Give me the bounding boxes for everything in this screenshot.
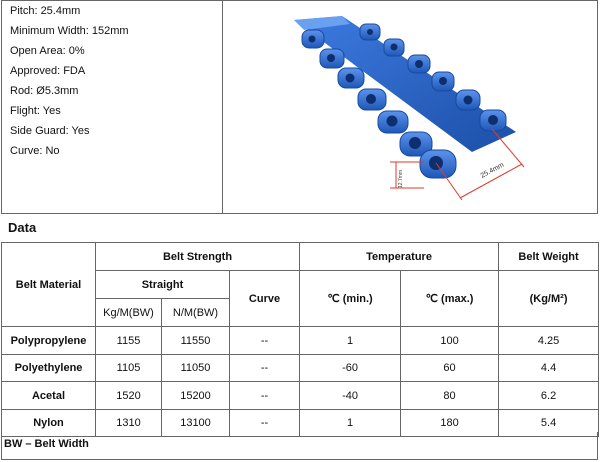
cell-material: Nylon (2, 410, 96, 437)
spec-curve: Curve: No (10, 145, 60, 157)
cell-curve: -- (230, 327, 300, 355)
footnote-belt-width: BW – Belt Width (1, 432, 598, 460)
header-temperature: Temperature (300, 243, 499, 271)
spec-panel (1, 0, 598, 214)
spec-approved: Approved: FDA (10, 65, 86, 77)
header-belt-material: Belt Material (2, 243, 96, 327)
header-n-m: N/M(BW) (162, 299, 230, 327)
table-row (2, 355, 599, 382)
belt-body (294, 16, 516, 152)
cell-curve: -- (230, 382, 300, 410)
cell-temp-min: 1 (300, 410, 401, 437)
modular-belt-image (224, 2, 598, 213)
cell-temp-min: -60 (300, 355, 401, 382)
spec-rod: Rod: Ø5.3mm (10, 85, 79, 97)
cell-temp-max: 180 (401, 410, 499, 437)
header-kg-m: Kg/M(BW) (96, 299, 162, 327)
cell-n-m: 13100 (162, 410, 230, 437)
spec-list (10, 1, 220, 161)
table-row (2, 327, 599, 355)
table-row (2, 382, 599, 410)
header-temp-min: ℃ (min.) (300, 271, 401, 327)
cell-material: Acetal (2, 382, 96, 410)
cell-temp-min: -40 (300, 382, 401, 410)
section-title: Data (8, 220, 37, 235)
cell-kg-m: 1105 (96, 355, 162, 382)
spec-side-guard: Side Guard: Yes (10, 125, 90, 137)
cell-kg-m: 1520 (96, 382, 162, 410)
spec-minimum-width: Minimum Width: 152mm (10, 25, 129, 37)
cell-weight: 4.4 (499, 355, 599, 382)
header-straight: Straight (96, 271, 230, 299)
header-belt-strength: Belt Strength (96, 243, 300, 271)
cell-n-m: 15200 (162, 382, 230, 410)
cell-curve: -- (230, 355, 300, 382)
cell-kg-m: 1155 (96, 327, 162, 355)
cell-weight: 4.25 (499, 327, 599, 355)
cell-weight: 5.4 (499, 410, 599, 437)
cell-temp-min: 1 (300, 327, 401, 355)
header-weight-unit: (Kg/M²) (499, 271, 599, 327)
spec-divider (222, 1, 223, 214)
header-belt-weight: Belt Weight (499, 243, 599, 271)
cell-temp-max: 60 (401, 355, 499, 382)
cell-material: Polypropylene (2, 327, 96, 355)
header-curve: Curve (230, 271, 300, 327)
cell-temp-max: 100 (401, 327, 499, 355)
cell-weight: 6.2 (499, 382, 599, 410)
spec-open-area: Open Area: 0% (10, 45, 85, 57)
cell-kg-m: 1310 (96, 410, 162, 437)
height-dimension-label: 12.7mm (398, 169, 404, 188)
cell-temp-max: 80 (401, 382, 499, 410)
cell-n-m: 11550 (162, 327, 230, 355)
spec-pitch: Pitch: 25.4mm (10, 5, 81, 17)
spec-flight: Flight: Yes (10, 105, 61, 117)
cell-material: Polyethylene (2, 355, 96, 382)
cell-curve: -- (230, 410, 300, 437)
cell-n-m: 11050 (162, 355, 230, 382)
header-temp-max: ℃ (max.) (401, 271, 499, 327)
data-table (1, 242, 599, 437)
pitch-dimension-label: 25.4mm (479, 161, 506, 180)
